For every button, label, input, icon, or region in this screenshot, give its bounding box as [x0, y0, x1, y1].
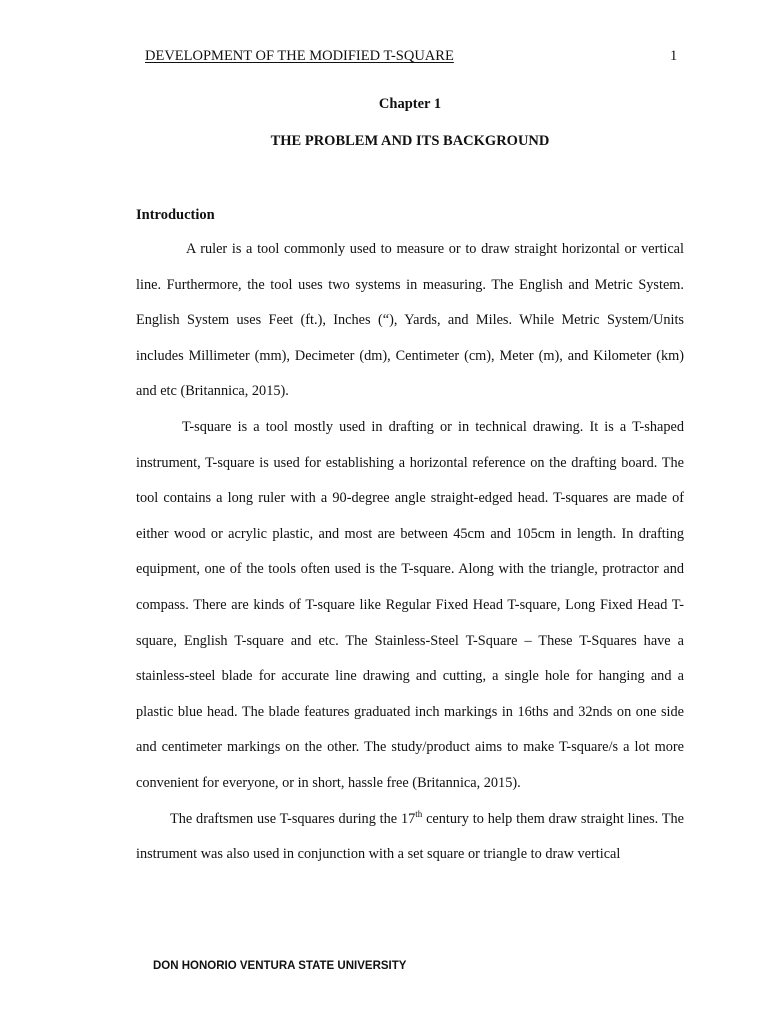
chapter-title: THE PROBLEM AND ITS BACKGROUND [270, 133, 550, 149]
page-number: 1 [670, 48, 678, 64]
section-heading: Introduction [136, 207, 215, 223]
paragraph-3 [136, 802, 684, 873]
footer-institution: DON HONORIO VENTURA STATE UNIVERSITY [153, 960, 407, 972]
chapter-label: Chapter 1 [378, 96, 442, 112]
running-header [145, 47, 685, 65]
body-text [136, 232, 684, 873]
paragraph-1: A ruler is a tool commonly used to measure or to draw straight horizontal or vertical line. Furthermore, the tool uses two systems in measuring. The English and Metric System. English System uses Feet (ft.), Inches (“), Yards, and Miles. While Metric System/Units includes Millimeter (mm), Decimeter (dm), Centimeter (cm), Meter (m), and Kilometer (km) and etc (Britannica, 2015). [136, 241, 684, 400]
paragraph-3-start: The draftsmen use T-squares during the 17 [170, 810, 416, 827]
paragraph-3-end: century to help them draw straight lines. The instrument was also used in conjunction with a set square or triangle to draw vertical [136, 810, 684, 863]
ordinal-suffix: th [415, 808, 423, 819]
paragraph-2: T-square is a tool mostly used in drafting or in technical drawing. It is a T-shaped instrument, T-square is used for establishing a horizontal reference on the drafting board. The tool contains a long ruler with a 90-degree angle straight-edged head. T-squares are made of either wood or acrylic plastic, and most are between 45cm and 105cm in length. In drafting equipment, one of the tools often used is the T-square. Along with the triangle, protractor and compass. There are kinds of T-square like Regular Fixed Head T-square, Long Fixed Head T-square, English T-square and etc. The Stainless-Steel T-Square – These T-Squares have a stainless-steel blade for accurate line drawing and cutting, a single hole for hanging and a plastic blue head. The blade features graduated inch markings in 16ths and 32nds on one side and centimeter markings on the other. The study/product aims to make T-square/s a lot more convenient for everyone, or in short, hassle free (Britannica, 2015). [136, 418, 684, 791]
running-title: DEVELOPMENT OF THE MODIFIED T-SQUARE [145, 48, 454, 64]
